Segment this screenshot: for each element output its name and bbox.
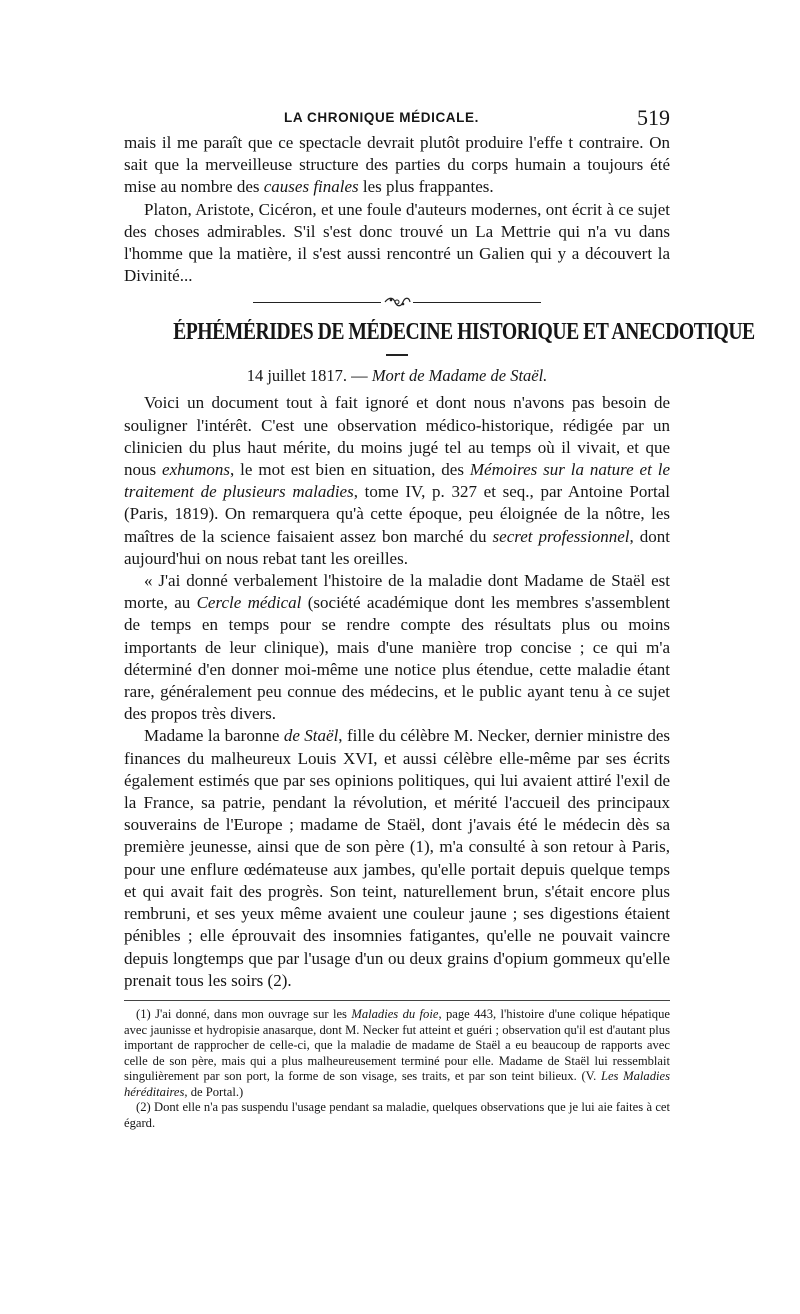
page-header xyxy=(124,100,670,132)
fleuron-icon xyxy=(383,296,411,308)
footnote-2: (2) Dont elle n'a pas suspendu l'usage pendant sa maladie, quelques observations que je lui aie faites à cet égard. xyxy=(124,1100,670,1131)
section-title: ÉPHÉMÉRIDES DE MÉDECINE HISTORIQUE ET ANECDOTIQUE xyxy=(173,319,755,346)
document-page xyxy=(124,100,755,1132)
text-span: les plus frappantes. xyxy=(358,177,494,197)
text-span: , dont aujourd'hui on nous rebat tant les oreilles. xyxy=(124,526,671,568)
ornamental-separator xyxy=(124,293,670,311)
intro-paragraph-2: Platon, Aristote, Cicéron, et une foule d'auteurs modernes, ont écrit à ce sujet des choses admirables. S'il s'est donc trouvé un La Mettrie qui n'a vu dans l'homme que la matière, il s'est aussi rencontré un Galien qui y a découvert la Divinité... xyxy=(124,199,670,286)
italic-span: Mémoires sur la nature et le traitement de plusieurs maladies xyxy=(124,460,670,502)
text-span: (société académique dont les membres s'assemblent de temps en temps pour se rendre compte des résultats plus ou moins importants de leur clinique), mais d'une manière trop concise ; ce qui m'a déterminé d'en donner moi-même une notice plus étendue, cette maladie étant rare, généralement peu connue des médecins, et le public ayant tenu à ce sujet des propos très divers. xyxy=(124,593,671,724)
intro-paragraph-1 xyxy=(124,132,670,199)
italic-span: exhumons xyxy=(162,460,231,480)
footnote-rule xyxy=(124,1000,670,1001)
italic-span: Maladies du foie xyxy=(351,1006,439,1021)
body-paragraph-2 xyxy=(124,570,670,725)
separator-line xyxy=(253,302,381,303)
text-span: , le mot est bien en situation, des xyxy=(230,460,470,480)
text-span: , page 443, l'histoire d'une colique hépatique avec jaunisse et hydropisie anasarque, dont M. Necker fut atteint et guéri ; observation qu'il est d'autant plus important de rapprocher de celle-ci, que la maladie de madame de Staël a eu beaucoup de rapports avec celle de son père, mais qui a plus malheureusement terminé pour elle. Madame de Staël lui ressemblait singulièrement par son port, la forme de son visage, ses traits, et par son teint bilieux. (V. xyxy=(124,1006,670,1084)
text-span: Voici un document tout à fait ignoré et dont nous n'avons pas besoin de souligner l'intérêt. C'est une observation médico-historique, rédigée par un clinicien du plus haut mérite, du moins jugé tel au temps où il vivait, et que nous xyxy=(124,393,670,480)
text-span: , de Portal.) xyxy=(184,1084,244,1099)
running-title: LA CHRONIQUE MÉDICALE. xyxy=(284,110,479,125)
italic-span: secret professionnel xyxy=(492,526,630,546)
text-span: Madame la baronne xyxy=(144,726,284,746)
page-number: 519 xyxy=(637,105,670,130)
footnote-1 xyxy=(124,1007,670,1101)
title-rule xyxy=(386,354,408,356)
text-span: , tome IV, p. 327 et seq., par Antoine Portal (Paris, 1819). On remarquera qu'à cette époque, peu éloignée de la nôtre, les maîtres de la science faisaient assez bon marché du xyxy=(124,482,670,546)
italic-span: Les Maladies héréditaires xyxy=(124,1069,670,1099)
text-span: (1) J'ai donné, dans mon ouvrage sur les xyxy=(136,1006,352,1021)
text-span: mais il me paraît que ce spectacle devrait plutôt produire l'effe t contraire. On sait que la merveilleuse structure des parties du corps humain a toujours été mise au nombre des xyxy=(124,133,670,197)
italic-span: causes finales xyxy=(263,177,359,197)
italic-span: Cercle médical xyxy=(196,593,302,613)
italic-span: de Staël xyxy=(283,726,339,746)
text-span: « J'ai donné verbalement l'histoire de la maladie dont Madame de Staël est morte, au xyxy=(124,571,670,613)
body-paragraph-1 xyxy=(124,392,670,570)
body-paragraph-3 xyxy=(124,725,670,991)
dateline xyxy=(124,366,670,386)
event-title: Mort de Madame de Staël. xyxy=(371,366,548,386)
separator-line xyxy=(413,302,541,303)
date-text: 14 juillet 1817. — xyxy=(246,366,372,386)
text-span: , fille du célèbre M. Necker, dernier ministre des finances du malheureux Louis XVI, et aussi célèbre elle-même par ses écrits également estimés que par ses opinions politiques, qui lui avaient attiré l'exil de la France, sa patrie, pendant la révolution, et mérité l'accueil des principaux souverains de l'Europe ; madame de Staël, dont j'avais été le médecin dès sa première jeunesse, ainsi que de son père (1), m'a consulté à son retour à Paris, pour une enflure œdémateuse aux jambes, qu'elle portait depuis quelque temps et qui avait fait des progrès. Son teint, naturellement brun, s'était encore plus rembruni, et ses yeux même avaient une couleur jaune ; ses digestions étaient pénibles ; elle éprouvait des insomnies fatigantes, qu'elle ne pouvait vaincre depuis longtemps que par l'usage d'un ou deux grains d'opium gommeux qu'elle prenait tous les soirs (2). xyxy=(124,726,670,990)
